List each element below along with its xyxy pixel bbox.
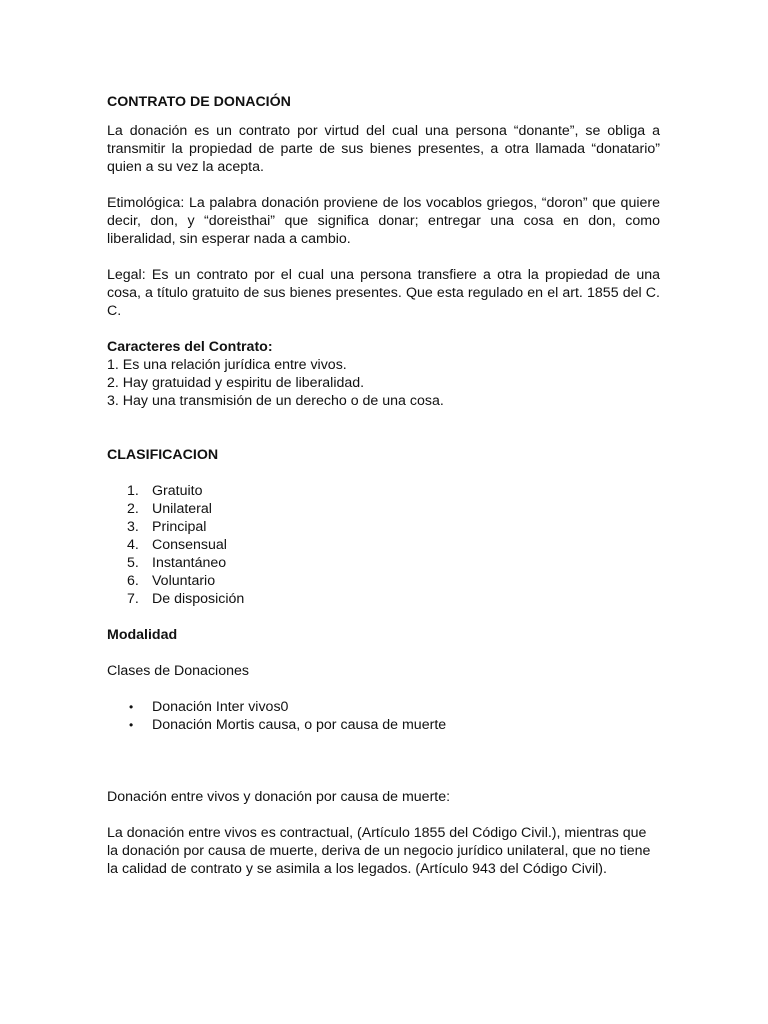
list-item-text: Consensual xyxy=(152,537,227,553)
bullet-icon: • xyxy=(129,700,134,714)
list-number: 3. xyxy=(127,519,139,535)
list-item xyxy=(107,500,660,518)
list-item xyxy=(107,482,660,500)
list-number: 7. xyxy=(127,591,139,607)
list-item-text: Voluntario xyxy=(152,573,216,589)
caracter-item: 3. Hay una transmisión de un derecho o de una cosa. xyxy=(107,393,444,409)
modalidad-heading: Modalidad xyxy=(107,627,178,643)
list-item xyxy=(107,536,660,554)
list-item-text: Unilateral xyxy=(152,501,212,517)
list-item xyxy=(107,716,660,734)
list-item-text: Donación Inter vivos0 xyxy=(152,699,289,715)
list-item-text: Donación Mortis causa, o por causa de muerte xyxy=(152,717,447,733)
bullet-icon: • xyxy=(129,718,134,732)
caracteres-heading: Caracteres del Contrato: xyxy=(107,339,273,355)
document-page xyxy=(107,93,660,878)
comparacion-heading: Donación entre vivos y donación por causa de muerte: xyxy=(107,789,451,805)
list-number: 6. xyxy=(127,573,139,589)
list-item-text: Instantáneo xyxy=(152,555,227,571)
clasificacion-heading: CLASIFICACION xyxy=(107,447,219,463)
document-title: CONTRATO DE DONACIÓN xyxy=(107,94,291,110)
list-item xyxy=(107,590,660,608)
comparacion-paragraph: La donación entre vivos es contractual, (Artículo 1855 del Código Civil.), mientras que la donación por causa de muerte, deriva de un negocio jurídico unilateral, que no tiene la calidad de contrato y se asimila a los legados. (Artículo 943 del Código Civil). xyxy=(107,825,651,877)
clases-donaciones-list xyxy=(107,698,660,734)
intro-paragraph: La donación es un contrato por virtud del cual una persona “donante”, se obliga a transmitir la propiedad de parte de sus bienes presentes, a otra llamada “donatario” quien a su vez la acepta. xyxy=(107,123,660,175)
caracter-item: 1. Es una relación jurídica entre vivos. xyxy=(107,357,347,373)
etimologica-paragraph: Etimológica: La palabra donación proviene de los vocablos griegos, “doron” que quiere decir, don, y “doreisthai” que significa donar; entregar una cosa en don, como liberalidad, sin esperar nada a cambio. xyxy=(107,195,660,247)
list-item xyxy=(107,518,660,536)
list-number: 4. xyxy=(127,537,139,553)
caracter-item: 2. Hay gratuidad y espiritu de liberalidad. xyxy=(107,375,365,391)
legal-paragraph: Legal: Es un contrato por el cual una persona transfiere a otra la propiedad de una cosa, a título gratuito de sus bienes presentes. Que esta regulado en el art. 1855 del C. C. xyxy=(107,267,660,319)
list-item xyxy=(107,554,660,572)
list-item-text: De disposición xyxy=(152,591,245,607)
list-item xyxy=(107,698,660,716)
list-item-text: Principal xyxy=(152,519,207,535)
list-number: 2. xyxy=(127,501,139,517)
list-number: 5. xyxy=(127,555,139,571)
clases-donaciones-subheading: Clases de Donaciones xyxy=(107,663,249,679)
list-item xyxy=(107,572,660,590)
list-item-text: Gratuito xyxy=(152,483,203,499)
list-number: 1. xyxy=(127,483,139,499)
clasificacion-list xyxy=(107,482,660,608)
